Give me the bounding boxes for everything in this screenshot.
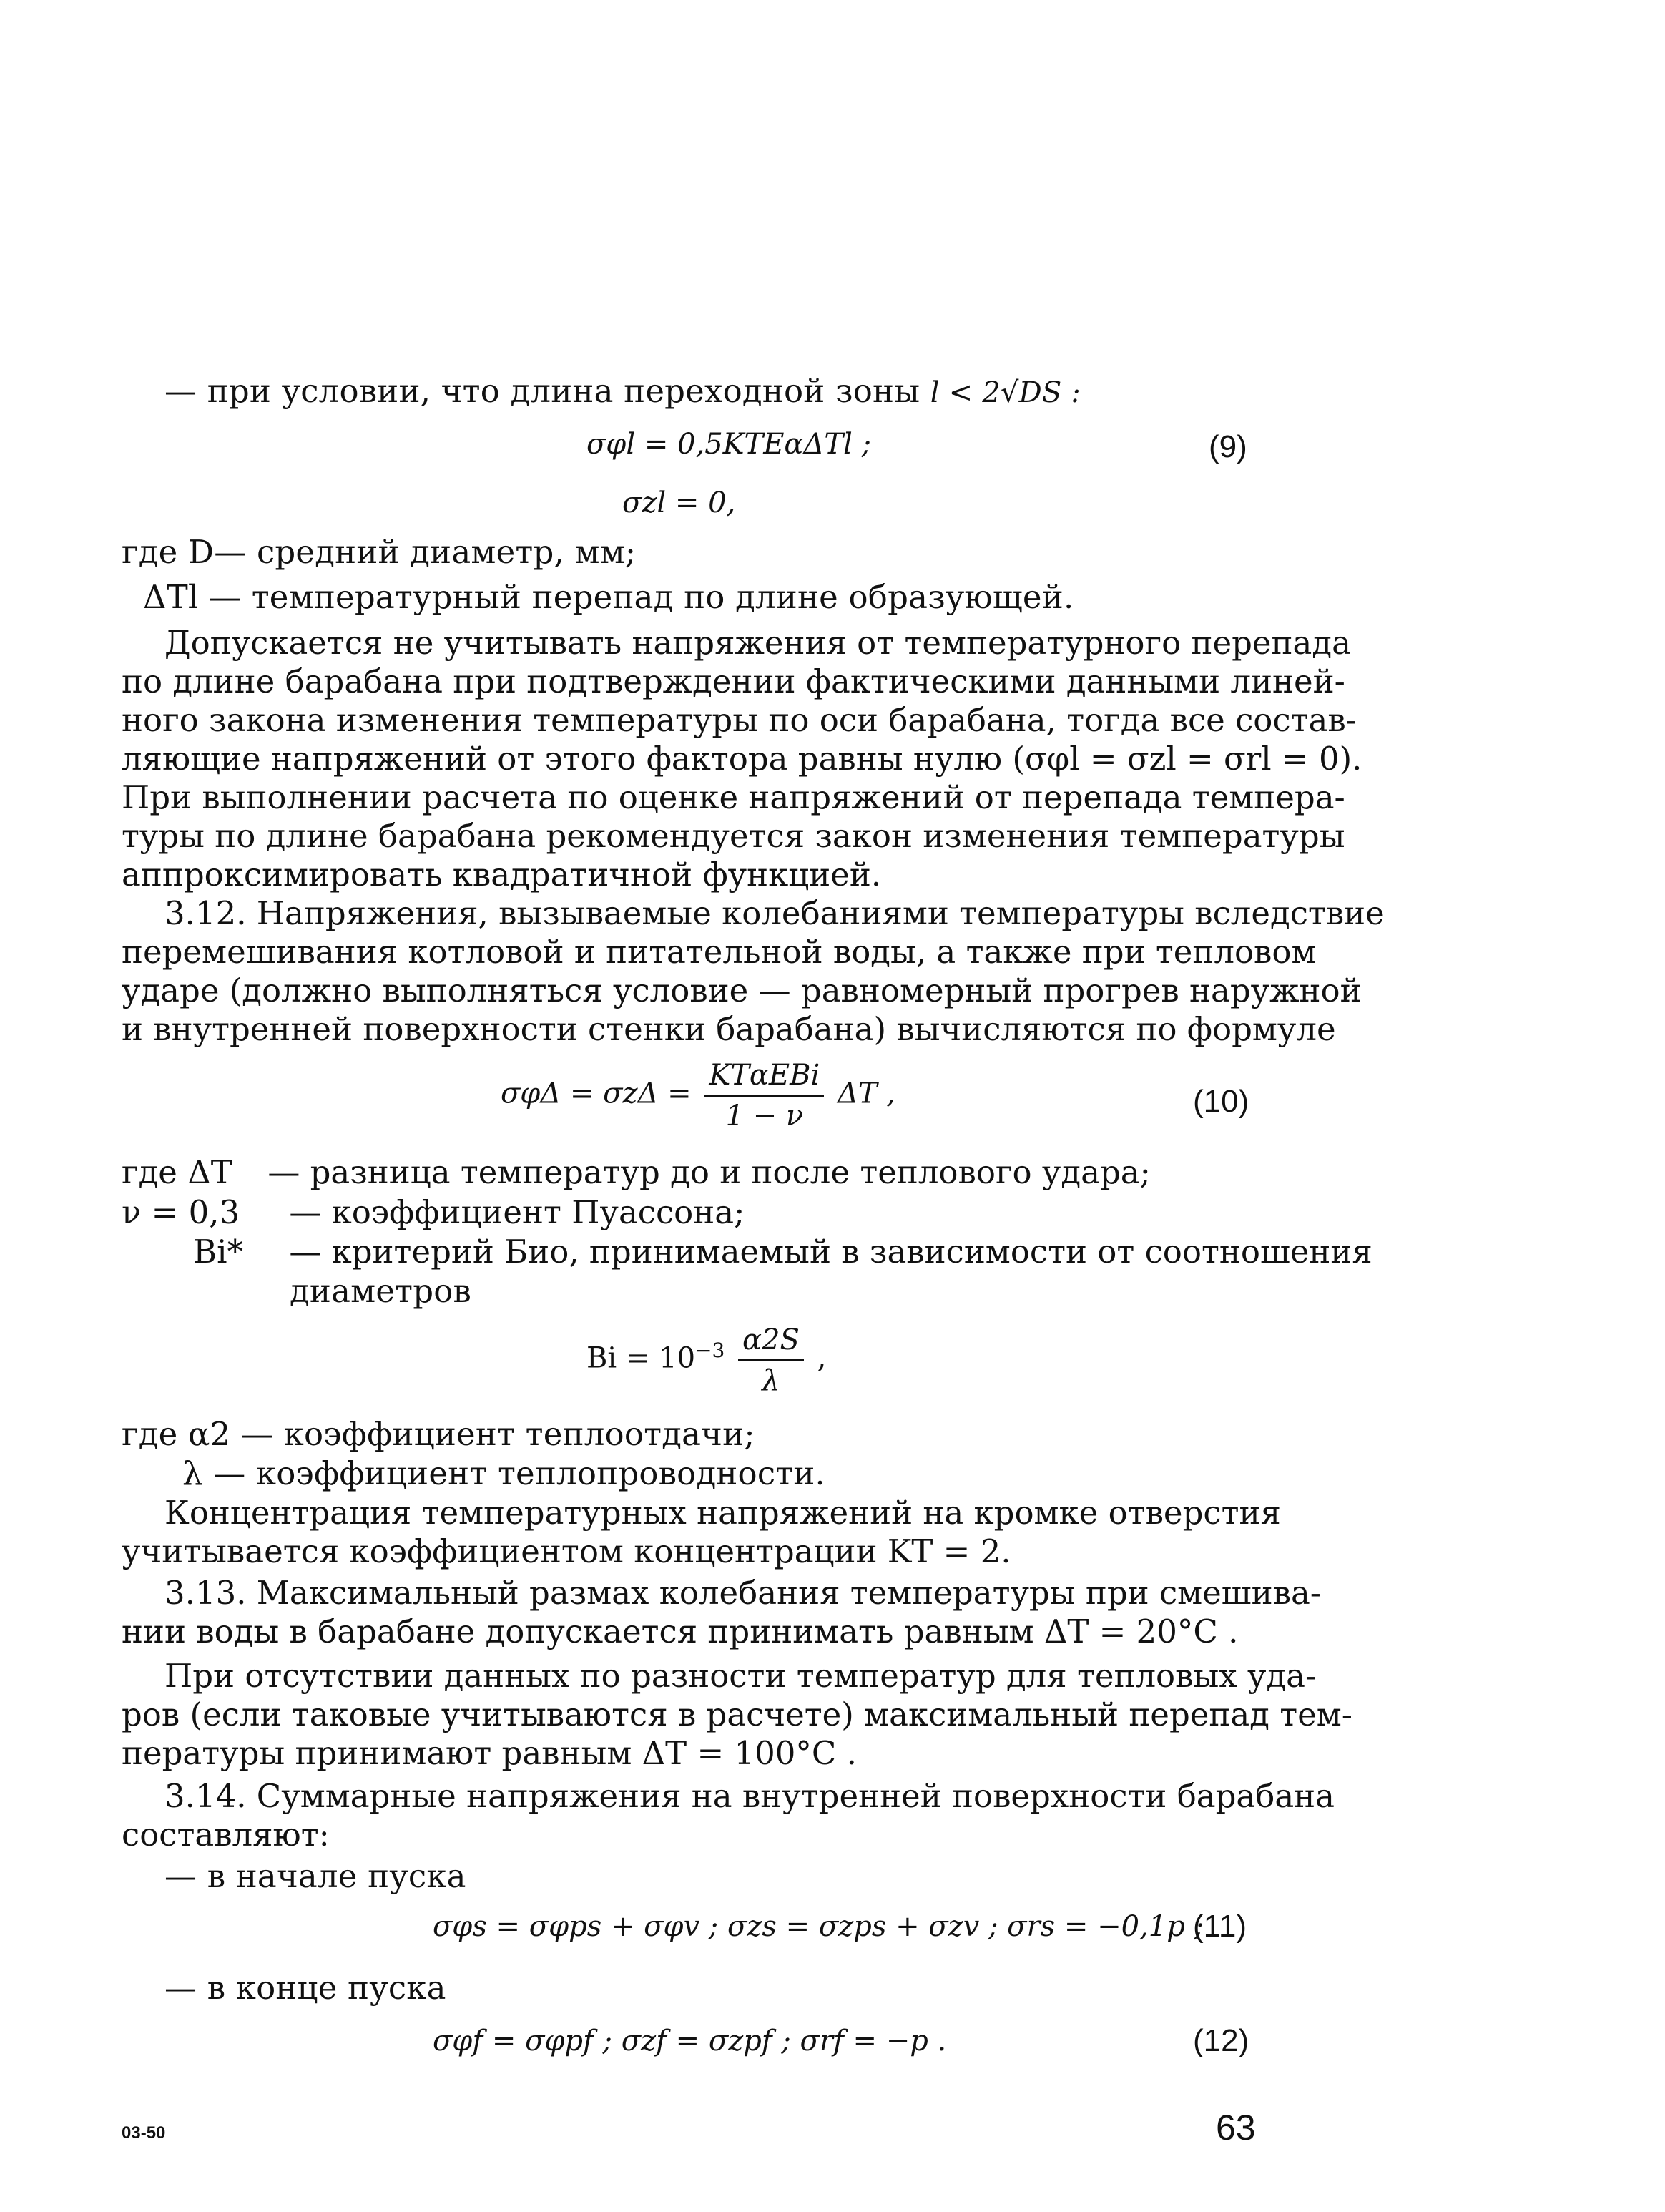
paragraph-concentration: [122, 1494, 1281, 1571]
formula-biot: [586, 1323, 826, 1397]
def-lambda: λ — коэффициент теплопроводности.: [182, 1454, 826, 1492]
def-symbol: где ΔT: [122, 1153, 232, 1191]
def-text: — разница температур до и после теплового удара;: [267, 1153, 1151, 1191]
paragraph-line: и внутренней поверхности стенки барабана) вычисляются по формуле: [122, 1010, 1336, 1048]
def-row-biot-continued: диаметров: [290, 1272, 472, 1310]
paragraph-temperature-gradient: [122, 624, 1362, 894]
formula-9-line-1: σφl = 0,5KTEαΔTl ;: [586, 428, 871, 461]
paragraph-line: Допускается не учитывать напряжения от температурного перепада: [164, 624, 1351, 662]
paragraph-line: При отсутствии данных по разности температур для тепловых уда-: [164, 1657, 1317, 1695]
def-symbol: ν = 0,3: [122, 1193, 240, 1231]
paragraph-line: перемешивания котловой и питательной воды, а также при тепловом: [122, 933, 1317, 971]
paragraph-line: аппроксимировать квадратичной функцией.: [122, 856, 882, 894]
paragraph-line: ного закона изменения температуры по оси барабана, тогда все состав-: [122, 701, 1357, 739]
formula-10-number: (10): [1193, 1084, 1249, 1119]
def-alpha2: где α2 — коэффициент теплоотдачи;: [122, 1415, 755, 1453]
formula-11-number: (11): [1193, 1909, 1247, 1944]
formula-biot-tail: ,: [817, 1341, 827, 1375]
formula-10-numerator: KTαEBi: [704, 1059, 824, 1097]
formula-9-line-2: σzl = 0,: [622, 486, 736, 519]
paragraph-line: Концентрация температурных напряжений на кромке отверстия: [164, 1494, 1281, 1532]
paragraph-line: 3.13. Максимальный размах колебания температуры при смешива-: [164, 1574, 1321, 1612]
paragraph-line: по длине барабана при подтверждении фактическими данными линей-: [122, 662, 1345, 700]
page-number: 63: [1216, 2108, 1256, 2148]
paragraph-line: 3.12. Напряжения, вызываемые колебаниями температуры вследствие: [164, 894, 1385, 932]
formula-9-number: (9): [1209, 429, 1247, 464]
formula-biot-fraction: [738, 1323, 804, 1397]
paragraph-line: туры по длине барабана рекомендуется закон изменения температуры: [122, 817, 1345, 855]
intro-line: [164, 372, 1081, 412]
paragraph-line: ров (если таковые учитываются в расчете) максимальный перепад тем-: [122, 1695, 1352, 1733]
label-start-of-startup: — в начале пуска: [164, 1857, 466, 1895]
formula-biot-denominator: λ: [762, 1364, 780, 1397]
footer-code: 03-50: [122, 2123, 166, 2143]
paragraph-line: учитывается коэффициентом концентрации KT = 2.: [122, 1532, 1011, 1570]
formula-biot-exponent: −3: [695, 1339, 725, 1363]
formula-biot-numerator: α2S: [738, 1323, 804, 1361]
formula-10-rhs: ΔT ,: [838, 1077, 896, 1110]
paragraph-line: При выполнении расчета по оценке напряжений от перепада темпера-: [122, 778, 1345, 816]
def-text: — критерий Био, принимаемый в зависимости от соотношения: [289, 1233, 1372, 1271]
paragraph-line: 3.14. Суммарные напряжения на внутренней поверхности барабана: [164, 1777, 1335, 1815]
def-row-poisson: [122, 1193, 745, 1232]
paragraph-line: пературы принимают равным ΔT = 100°C .: [122, 1734, 857, 1772]
def-row-biot: [193, 1233, 1372, 1271]
def-d: где D— средний диаметр, мм;: [122, 533, 637, 571]
formula-10-lhs: σφΔ = σzΔ =: [501, 1077, 692, 1110]
def-symbol: Bi*: [193, 1233, 243, 1271]
def-row-delta-t: [122, 1153, 1151, 1192]
paragraph-line: ляющие напряжений от этого фактора равны нулю (σφl = σzl = σrl = 0).: [122, 740, 1362, 778]
formula-12: σφf = σφpf ; σzf = σzpf ; σrf = −p .: [433, 2025, 947, 2057]
formula-biot-lhs: Bi = 10: [586, 1341, 696, 1375]
paragraph-3-12: [122, 894, 1385, 1049]
paragraph-heat-shock: [122, 1657, 1352, 1773]
intro-text: — при условии, что длина переходной зоны: [164, 372, 920, 410]
def-text: — коэффициент Пуассона;: [289, 1193, 745, 1231]
formula-11: σφs = σφps + σφv ; σzs = σzps + σzv ; σrs = −0,1p ;: [433, 1910, 1204, 1943]
paragraph-3-14: [122, 1777, 1335, 1854]
label-end-of-startup: — в конце пуска: [164, 1969, 446, 2007]
paragraph-3-13: [122, 1574, 1321, 1651]
paragraph-line: ударе (должно выполняться условие — равномерный прогрев наружной: [122, 972, 1362, 1009]
formula-10-denominator: 1 − ν: [725, 1100, 804, 1132]
formula-12-number: (12): [1193, 2023, 1249, 2058]
formula-10-fraction: [704, 1059, 824, 1132]
def-delta-tl: ΔTl — температурный перепад по длине образующей.: [143, 578, 1074, 616]
paragraph-line: составляют:: [122, 1816, 330, 1854]
paragraph-line: нии воды в барабане допускается принимать равным ΔT = 20°C .: [122, 1612, 1239, 1650]
formula-10: [501, 1059, 895, 1132]
intro-condition: l < 2√DS :: [930, 376, 1081, 409]
